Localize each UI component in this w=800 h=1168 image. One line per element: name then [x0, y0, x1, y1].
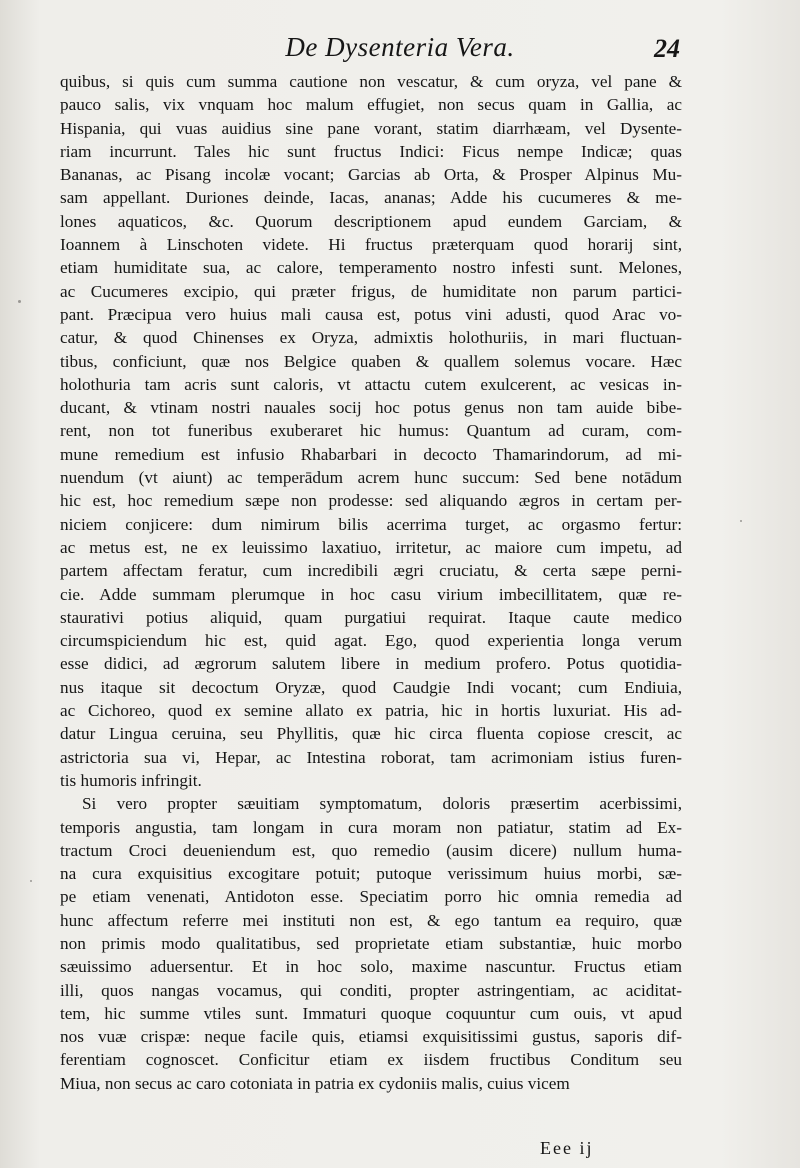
text-line: ferentiam cognoscet. Conficitur etiam ex iisdem fructibus Conditum seu — [60, 1050, 682, 1070]
text-line: niciem conjicere: dum nimirum bilis acerrima turget, ac orgasmo fertur: — [60, 514, 682, 534]
text-line: Hispania, qui vuas auidius sine pane vorant, statim diarrhæam, vel Dysente- — [60, 118, 682, 138]
text-line: nuendum (vt aiunt) ac temperādum acrem hunc succum: Sed bene notādum — [60, 468, 682, 488]
text-line: ac Cucumeres excipio, qui præter frigus, de humiditate non parum partici- — [60, 281, 682, 301]
text-line: circumspiciendum hic est, quid agat. Ego, quod experientia longa verum — [60, 631, 682, 651]
text-line: pant. Præcipua vero huius mali causa est, potus vini adusti, quod Arac vo- — [60, 304, 682, 324]
text-line: nos vuæ crispæ: neque facile quis, etiamsi exquisitissimi gustus, saporis dif- — [60, 1027, 682, 1047]
text-line: illi, quos nangas vocamus, qui conditi, propter astringentiam, ac aciditat- — [60, 980, 682, 1000]
page-header — [0, 28, 800, 72]
paper-speck — [30, 880, 32, 882]
text-line: non primis modo qualitatibus, sed proprietate etiam substantiæ, huic morbo — [60, 933, 682, 953]
text-line: sæuissimo aduersentur. Et in hoc solo, maxime nascuntur. Fructus etiam — [60, 957, 682, 977]
text-line: na cura exquisitius excogitare potuit; putoque verissimum huius morbi, sæ- — [60, 864, 682, 884]
text-line: cie. Adde summam plerumque in hoc casu virium imbecillitatem, quæ re- — [60, 584, 682, 604]
text-line: staurativi potius aliquid, quam purgatiui requirat. Itaque caute medico — [60, 607, 682, 627]
text-line: datur Lingua ceruina, seu Phyllitis, quæ hic circa fluenta copiose crescit, ac — [60, 724, 682, 744]
text-line: tibus, conficiunt, quæ nos Belgice quaben & quallem solemus vocare. Hæc — [60, 351, 682, 371]
text-line: ac Cichoreo, quod ex semine allato ex patria, hic in hortis luxuriat. His ad- — [60, 701, 682, 721]
text-line: hunc affectum referre mei instituti non est, & ego tantum ea requiro, quæ — [60, 910, 682, 930]
text-line: rent, non tot funeribus exuberaret hic humus: Quantum ad curam, com- — [60, 421, 682, 441]
text-line: tis humoris infringit. — [60, 770, 202, 790]
text-line: Bananas, ac Pisang incolæ vocant; Garcias ab Orta, & Prosper Alpinus Mu- — [60, 165, 682, 185]
text-line: riam incurrunt. Tales hic sunt fructus Indici: Ficus nempe Indicæ; quas — [60, 141, 682, 161]
text-line: ac metus est, ne ex leuissimo laxatiuo, irritetur, ac maiore cum impetu, ad — [60, 537, 682, 557]
paragraph-2 — [60, 792, 682, 1095]
text-line: pauco salis, vix vnquam hoc malum effugiet, non secus quam in Gallia, ac — [60, 95, 682, 115]
text-line: mune remedium est infusio Rhabarbari in decocto Thamarindorum, ad mi- — [60, 444, 682, 464]
text-line: nus itaque sit decoctum Oryzæ, quod Caudgie Indi vocant; cum Endiuia, — [60, 677, 682, 697]
paper-speck — [18, 300, 21, 303]
page-number: 24 — [654, 34, 680, 63]
text-line: Miua, non secus ac caro cotoniata in patria ex cydoniis malis, cuius vicem — [60, 1073, 570, 1093]
text-line: tem, hic summe vtiles sunt. Immaturi quoque coquuntur cum ouis, vt apud — [60, 1003, 682, 1023]
running-title: De Dysenteria Vera. — [285, 32, 515, 62]
text-line: holothuria tam acris sunt caloris, vt attactu cutem exulcerent, ac vesicas in- — [60, 374, 682, 394]
signature-mark: Eee ij — [540, 1138, 594, 1158]
text-line: astrictoria sua vi, Hepar, ac Intestina roborat, tam acrimoniam istius furen- — [60, 747, 682, 767]
text-line: pe etiam venenati, Antidoton esse. Speciatim porro hic omnia remedia ad — [60, 887, 682, 907]
text-line: sam appellant. Duriones deinde, Iacas, ananas; Adde his cucumeres & me- — [60, 188, 682, 208]
text-line: tractum Croci deueniendum est, quo remedio (ausim dicere) nullum huma- — [60, 840, 682, 860]
text-line: lones aquaticos, &c. Quorum descriptionem apud eundem Garciam, & — [60, 211, 682, 231]
text-line: partem affectam feratur, cum incredibili ægri cruciatu, & certa sæpe perni- — [60, 561, 682, 581]
paragraph-1 — [60, 70, 682, 792]
text-line: temporis angustia, tam longam in cura moram non patiatur, statim ad Ex- — [60, 817, 682, 837]
text-line: etiam humiditate sua, ac calore, temperamento nostro infesti sunt. Melones, — [60, 258, 682, 278]
text-line: quibus, si quis cum summa cautione non vescatur, & cum oryza, vel pane & — [60, 72, 682, 91]
body-text — [60, 70, 682, 1095]
text-line: catur, & quod Chinenses ex Oryza, admixtis holothuriis, in mari fluctuan- — [60, 328, 682, 348]
text-line: ducant, & vtinam nostri nauales socij hoc potus genus non tam auide bibe- — [60, 398, 682, 418]
text-line: esse didici, ad ægrorum salutem libere in medium profero. Potus quotidia- — [60, 654, 682, 674]
paper-speck — [740, 520, 742, 522]
text-line: hic est, hoc remedium sæpe non prodesse: sed aliquando ægros in certam per- — [60, 491, 682, 511]
text-line: Ioannem à Linschoten videte. Hi fructus præterquam quod horarij sint, — [60, 235, 682, 255]
text-line: Si vero propter sæuitiam symptomatum, doloris præsertim acerbissimi, — [82, 794, 682, 814]
